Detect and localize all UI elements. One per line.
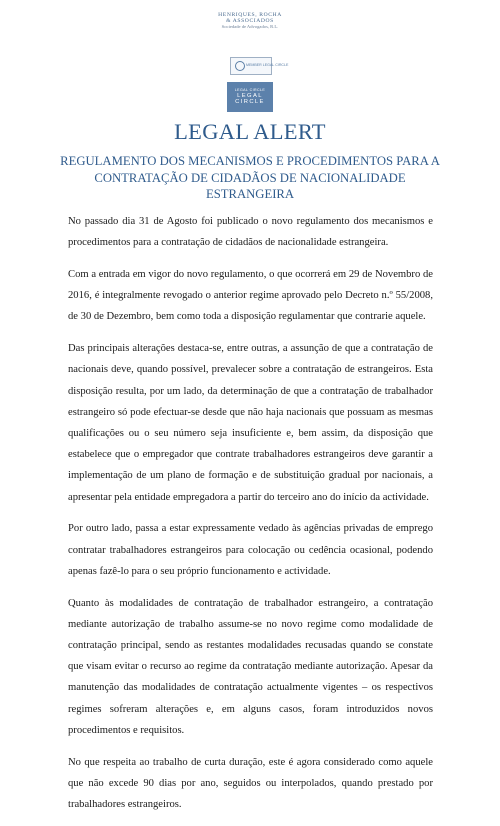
paragraph: Quanto às modalidades de contratação de trabalhador estrangeiro, a contratação mediante autorização de trabalho assume-se no novo regime como modalidade de contratação principal, sendo as restantes modalidades recusadas quando se constate que visam evitar o recurso ao regime da contratação mediante autorização. Apesar da manutenção das modalidades de contratação actualmente vigentes – os respectivos regimes sofreram alterações e, em alguns casos, foram introduzidos novos procedimentos e requisitos.: [68, 597, 433, 736]
body-text: [68, 211, 433, 826]
paragraph: Com a entrada em vigor do novo regulamento, o que ocorrerá em 29 de Novembro de 2016, é integralmente revogado o anterior regime aprovado pelo Decreto n.º 55/2008, de 30 de Dezembro, bem como toda a disposição regulamentar que contrarie aquele.: [68, 269, 433, 323]
firm-tagline: Sociedade de Advogados, R.L.: [221, 24, 279, 30]
legal-circle-small-text: LEGAL CIRCLE: [234, 88, 266, 92]
paragraph: Das principais alterações destaca-se, entre outras, a assunção de que a contratação de nacionais deve, quando possível, prevalecer sobre a contratação de estrangeiros. Esta disposição resulta, por um lado, da determinação de que a contratação de trabalhador estrangeiro só pode efectuar-se desde que não haja nacionais que possuam as mesmas qualificações ou o seu número seja insuficiente e, bem assim, da disposição que estabelece que o empregador que contrate trabalhadores estrangeiros deve garantir a implementação de um plano de formação e de substituição gradual por nacionais, a apresentar pela entidade empregadora a partir do terceiro ano do início da actividade.: [68, 343, 433, 503]
legal-circle-line2: CIRCLE: [235, 99, 265, 106]
page-title: LEGAL ALERT: [174, 119, 326, 144]
firm-logo: [200, 13, 300, 30]
globe-icon: [235, 61, 245, 71]
firm-name-line2: & ASSOCIADOS: [226, 17, 274, 24]
legal-circle-logo: [227, 82, 273, 112]
paragraph: Por outro lado, passa a estar expressamente vedado às agências privadas de emprego contratar trabalhadores estrangeiros para colocação ou cedência ocasional, podendo apenas fazê-lo para o seu próprio funcionamento e actividade.: [68, 523, 433, 577]
page-subtitle: REGULAMENTO DOS MECANISMOS E PROCEDIMENTOS PARA A CONTRATAÇÃO DE CIDADÃOS DE NACIONALIDADE ESTRANGEIRA: [60, 154, 440, 201]
paragraph: No que respeita ao trabalho de curta duração, este é agora considerado como aquele que não excede 90 dias por ano, seguidos ou interpolados, quando prestado por trabalhadores estrangeiros.: [68, 756, 433, 811]
emblem-caption: MEMBER LEGAL CIRCLE: [246, 63, 289, 67]
legal-circle-big-text: [227, 93, 273, 106]
member-emblem: [230, 57, 289, 75]
firm-name-line1: HENRIQUES, ROCHA: [218, 12, 282, 18]
paragraph: No passado dia 31 de Agosto foi publicado o novo regulamento dos mecanismos e procedimentos para a contratação de cidadãos de nacionalidade estrangeira.: [68, 216, 433, 249]
legal-circle-line1: LEGAL: [237, 93, 263, 99]
